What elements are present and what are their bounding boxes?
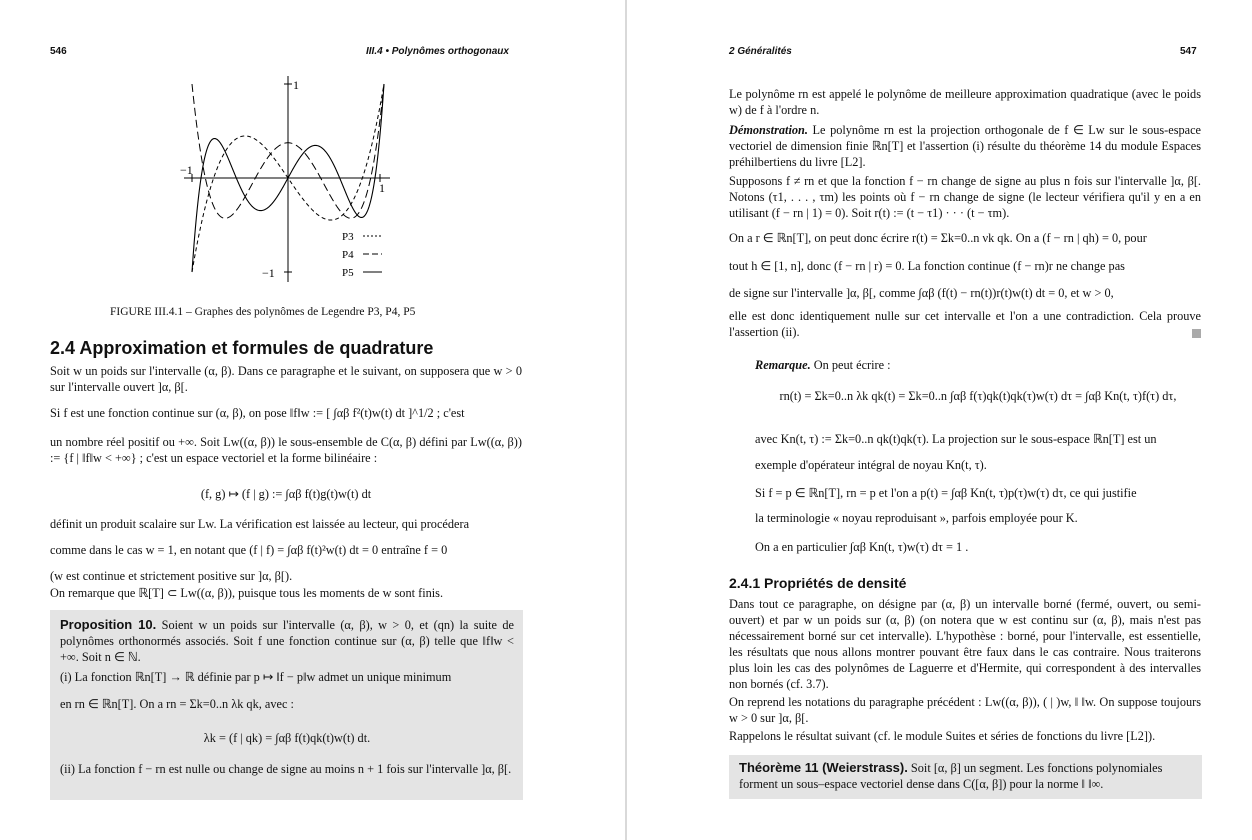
remark-intro <box>755 357 1201 373</box>
proposition-box <box>50 610 523 800</box>
paragraph: Supposons f ≠ rn et que la fonction f − rn change de signe au plus n fois sur l'intervalle ]α, β[. Notons (τ1, . . . , τm) les points où f − rn change de signe (le lecteur vérifiera qu'il y en a en utilisant (f − rn | 1) = 0). Soit r(t) := (t − τ1) · · · (t − τm). <box>729 174 1201 220</box>
running-head: 2 Généralités <box>729 46 792 57</box>
legend <box>342 231 382 279</box>
paragraph: elle est donc identiquement nulle sur cet intervalle et l'on a une contradiction. Cela prouve l'assertion (ii). <box>729 309 1201 339</box>
paragraph: On remarque que ℝ[T] ⊂ Lw((α, β)), puisque tous les moments de w sont finis. <box>50 586 444 600</box>
formula: (f, g) ↦ (f | g) := ∫αβ f(t)g(t)w(t) dt <box>200 487 372 501</box>
paragraph: (w est continue et strictement positive sur ]α, β[). <box>50 569 293 583</box>
legend-p3: P3 <box>342 231 354 243</box>
x-max-label: 1 <box>379 181 385 195</box>
section-title: 2.4 Approximation et formules de quadrature <box>50 338 434 358</box>
paragraph: Dans tout ce paragraphe, on désigne par (α, β) un intervalle borné (fermé, ouvert, ou semi-ouvert) et par w un poids sur (α, β) (on notera que w est continu sur (α, β), mais n'est pas nécessairement borné sur cet intervalle). L'hypothèse : borné, pour l'intervalle, est essentielle, les résultats que nous allons montrer pouvant être faux dans le cas contraire. Nous traiterons plus loin les cas des polynômes de Laguerre et d'Hermite, qui correspondent à des intervalles non bornés (cf. 3.7). <box>729 597 1201 691</box>
paragraph: On a r ∈ ℝn[T], on peut donc écrire r(t) = Σk=0..n νk qk. On a (f − rn | qh) = 0, pour <box>729 231 1147 245</box>
legendre-plot <box>180 72 400 282</box>
paragraph: Rappelons le résultat suivant (cf. le module Suites et séries de fonctions du livre [L2]). <box>729 729 1156 743</box>
legend-p5: P5 <box>342 267 354 279</box>
paragraph: Si f est une fonction continue sur (α, β), on pose ‖f‖w := [ ∫αβ f²(t)w(t) dt ]^1/2 ; c'est <box>50 406 465 420</box>
left-page <box>0 0 625 840</box>
remark-formula: rn(t) = Σk=0..n λk qk(t) = Σk=0..n ∫αβ f(τ)qk(t)qk(τ)w(τ) dτ = ∫αβ Kn(t, τ)f(τ) dτ, <box>779 389 1177 403</box>
x-min-label: −1 <box>180 163 193 177</box>
proposition-item-1b: en rn ∈ ℝn[T]. On a rn = Σk=0..n λk qk, avec : <box>60 697 294 711</box>
remark-paragraph: On a en particulier ∫αβ Kn(t, τ)w(τ) dτ = 1 . <box>755 540 969 554</box>
proposition-title: Proposition 10. <box>60 617 157 632</box>
demonstration <box>729 122 1201 170</box>
figure-caption: FIGURE III.4.1 – Graphes des polynômes de Legendre P3, P4, P5 <box>110 306 416 318</box>
qed-square <box>1192 329 1201 338</box>
right-page <box>627 0 1252 840</box>
demonstration-title: Démonstration. <box>729 123 808 137</box>
remark-title: Remarque. <box>755 358 811 372</box>
proposition-statement <box>60 617 514 665</box>
paragraph: de signe sur l'intervalle ]α, β[, comme ∫αβ (f(t) − rn(t))r(t)w(t) dt = 0, et w > 0, <box>729 286 1114 300</box>
remark-paragraph: exemple d'opérateur intégral de noyau Kn(t, τ). <box>755 458 987 472</box>
theorem-box <box>729 755 1202 799</box>
remark-paragraph: avec Kn(t, τ) := Σk=0..n qk(t)qk(τ). La projection sur le sous-espace ℝn[T] est un <box>755 432 1157 446</box>
paragraph: Le polynôme rn est appelé le polynôme de meilleure approximation quadratique (avec le poids w) de f à l'ordre n. <box>729 87 1201 117</box>
y-min-label: −1 <box>262 266 275 280</box>
theorem-text: Soit [α, β] un segment. Les fonctions polynomiales forment un sous–espace vectoriel dense dans C([α, β]) pour la norme ‖ ‖∞. <box>739 761 1163 791</box>
legend-p4: P4 <box>342 249 354 261</box>
paragraph: un nombre réel positif ou +∞. Soit Lw((α, β)) le sous-ensemble de C(α, β) défini par Lw((α, β)) := {f | ‖f‖w < +∞} ; c'est un espace vectoriel et la forme bilinéaire : <box>50 435 522 465</box>
page-number: 546 <box>50 46 67 57</box>
running-head: III.4 • Polynômes orthogonaux <box>366 46 509 57</box>
proposition-item-1: (i) La fonction ℝn[T] → ℝ définie par p ↦ ‖f − p‖w admet un unique minimum <box>60 670 452 684</box>
remark-paragraph: Si f = p ∈ ℝn[T], rn = p et l'on a p(t) = ∫αβ Kn(t, τ)p(τ)w(τ) dτ, ce qui justifie <box>755 486 1137 500</box>
proposition-formula: λk = (f | qk) = ∫αβ f(t)qk(t)w(t) dt. <box>203 731 371 745</box>
theorem-title: Théorème 11 (Weierstrass). <box>739 760 908 775</box>
y-max-label: 1 <box>293 78 299 92</box>
demonstration-text: Le polynôme rn est la projection orthogonale de f ∈ Lw sur le sous-espace vectoriel de dimension finie ℝn[T] et l'assertion (i) résulte du théorème 14 du module Espaces préhilbertiens du livre [L2]. <box>729 123 1202 169</box>
paragraph: On reprend les notations du paragraphe précédent : Lw((α, β)), ( | )w, ‖ ‖w. On suppose toujours w > 0 sur ]α, β[. <box>729 695 1201 725</box>
paragraph: comme dans le cas w = 1, en notant que (f | f) = ∫αβ f(t)²w(t) dt = 0 entraîne f = 0 <box>50 543 448 557</box>
paragraph: Soit w un poids sur l'intervalle (α, β). Dans ce paragraphe et le suivant, on supposera que w > 0 sur l'intervalle ouvert ]α, β[. <box>50 364 522 394</box>
paragraph: définit un produit scalaire sur Lw. La vérification est laissée au lecteur, qui procédera <box>50 517 470 531</box>
subsection-title: 2.4.1 Propriétés de densité <box>729 575 907 591</box>
proposition-text: Soient w un poids sur l'intervalle (α, β), w > 0, et (qn) la suite de polynômes orthonormés associés. Soit f une fonction continue sur (α, β) telle que ‖f‖w < +∞. Soit n ∈ ℕ. <box>60 618 515 664</box>
paragraph: tout h ∈ [1, n], donc (f − rn | r) = 0. La fonction continue (f − rn)r ne change pas <box>729 259 1125 273</box>
page-number: 547 <box>1180 46 1197 57</box>
proposition-item-2: (ii) La fonction f − rn est nulle ou change de signe au moins n + 1 fois sur l'intervalle ]α, β[. <box>60 762 512 776</box>
remark-intro-text: On peut écrire : <box>813 358 891 372</box>
theorem-statement <box>739 760 1193 792</box>
remark-paragraph: la terminologie « noyau reproduisant », parfois employée pour K. <box>755 511 1078 525</box>
